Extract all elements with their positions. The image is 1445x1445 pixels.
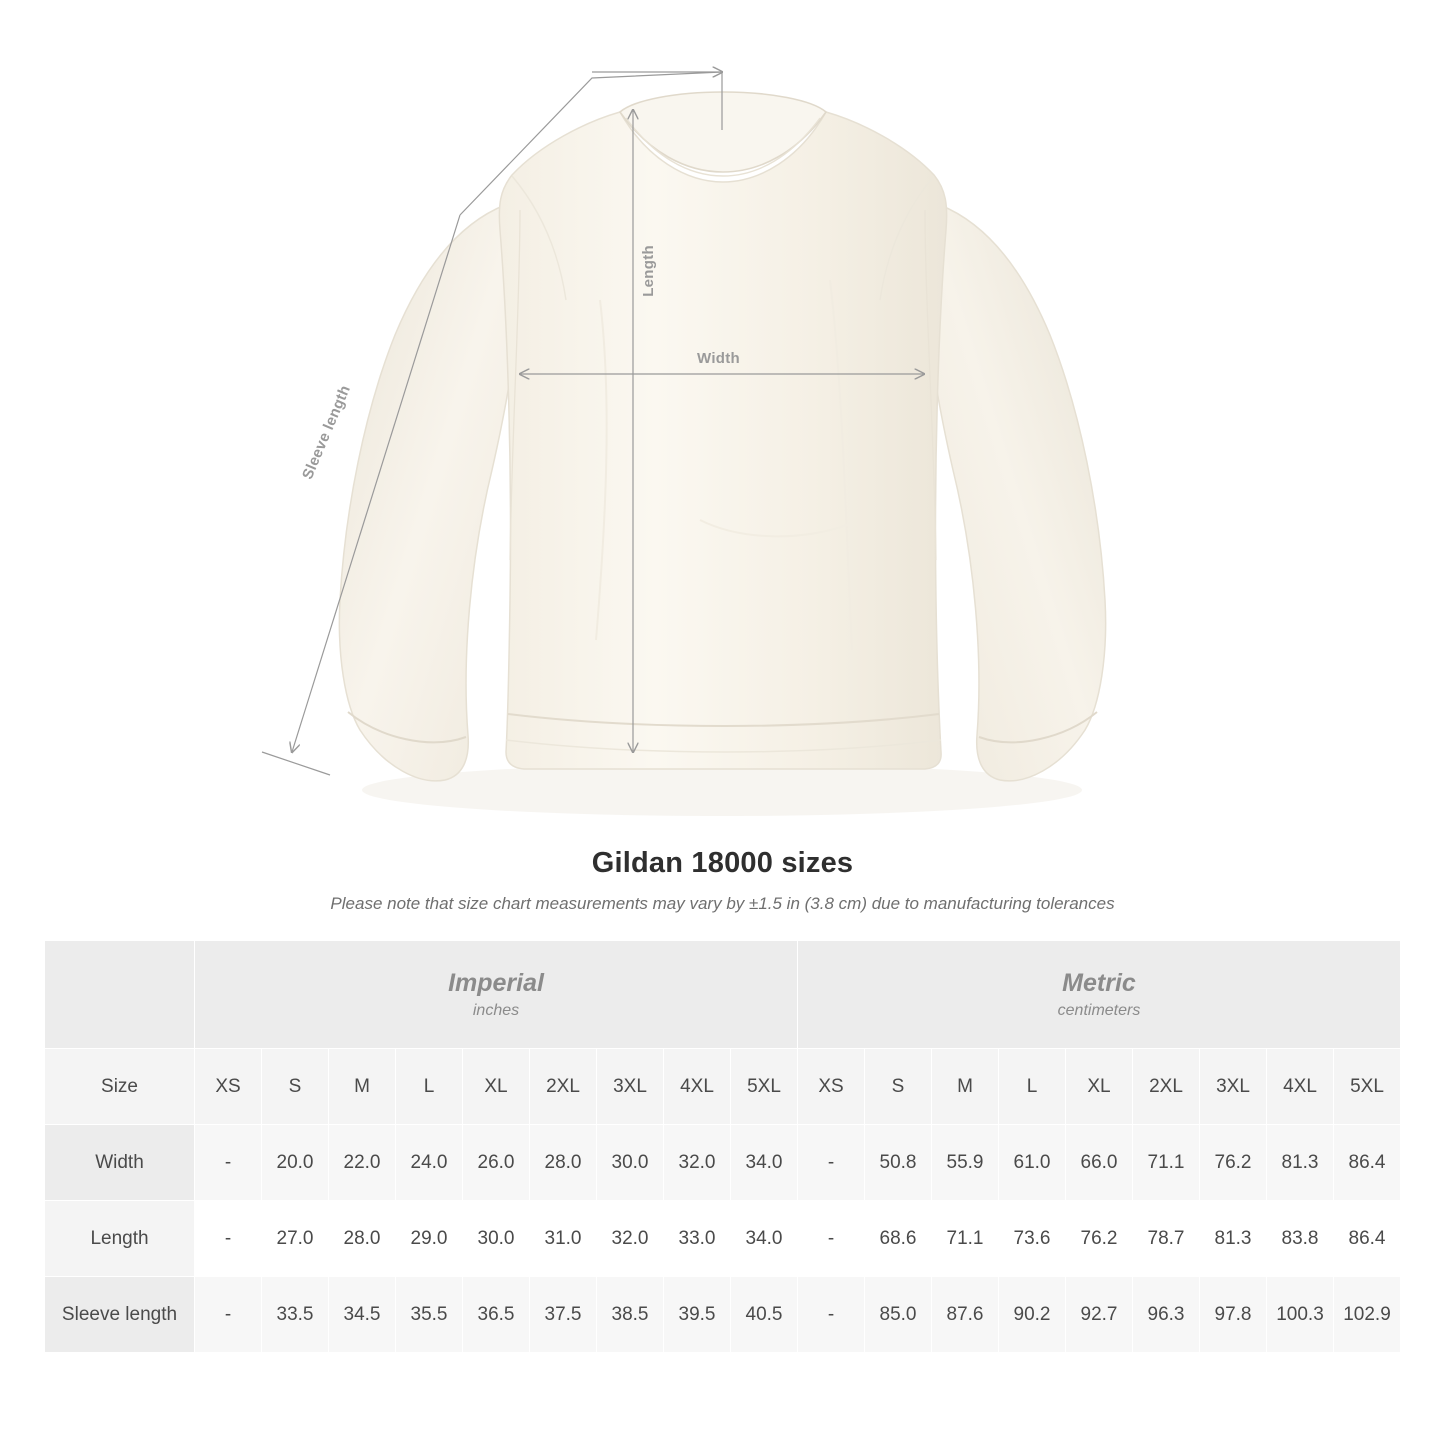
- table-row-length: [45, 1201, 1401, 1277]
- cell-length-xl-in: 30.0: [463, 1201, 530, 1277]
- size-chart-table: [44, 940, 1401, 1353]
- cell-width-s-cm: 50.8: [865, 1125, 932, 1201]
- column-header-m-metric: M: [932, 1049, 999, 1125]
- column-header-5xl-imperial: 5XL: [731, 1049, 798, 1125]
- cell-length-3xl-cm: 81.3: [1200, 1201, 1267, 1277]
- cell-length-5xl-cm: 86.4: [1334, 1201, 1401, 1277]
- cell-sleeve-s-in: 33.5: [262, 1277, 329, 1353]
- cell-sleeve-2xl-in: 37.5: [530, 1277, 597, 1353]
- row-label-width: Width: [45, 1125, 195, 1201]
- column-header-xl-imperial: XL: [463, 1049, 530, 1125]
- width-dimension-label: Width: [697, 350, 741, 367]
- title-block: [0, 847, 1445, 914]
- cell-length-5xl-in: 34.0: [731, 1201, 798, 1277]
- cell-length-3xl-in: 32.0: [597, 1201, 664, 1277]
- column-header-4xl-imperial: 4XL: [664, 1049, 731, 1125]
- column-header-5xl-metric: 5XL: [1334, 1049, 1401, 1125]
- column-header-xl-metric: XL: [1066, 1049, 1133, 1125]
- column-header-2xl-metric: 2XL: [1133, 1049, 1200, 1125]
- cell-width-2xl-in: 28.0: [530, 1125, 597, 1201]
- cell-width-xs-in: -: [195, 1125, 262, 1201]
- imperial-unit-name: Imperial: [448, 969, 544, 998]
- column-header-3xl-imperial: 3XL: [597, 1049, 664, 1125]
- cell-width-xs-cm: -: [798, 1125, 865, 1201]
- cell-sleeve-l-cm: 90.2: [999, 1277, 1066, 1353]
- tolerance-note: Please note that size chart measurements may vary by ±1.5 in (3.8 cm) due to manufacturing tolerances: [330, 894, 1115, 913]
- table-row-sleeve-length: [45, 1277, 1401, 1353]
- metric-unit-name: Metric: [1062, 969, 1136, 998]
- cell-width-l-in: 24.0: [396, 1125, 463, 1201]
- cell-width-5xl-in: 34.0: [731, 1125, 798, 1201]
- column-header-xs-metric: XS: [798, 1049, 865, 1125]
- cell-length-2xl-in: 31.0: [530, 1201, 597, 1277]
- cell-sleeve-s-cm: 85.0: [865, 1277, 932, 1353]
- cell-width-4xl-in: 32.0: [664, 1125, 731, 1201]
- column-header-s-imperial: S: [262, 1049, 329, 1125]
- column-header-l-imperial: L: [396, 1049, 463, 1125]
- imperial-unit-header: [195, 941, 798, 1049]
- column-header-2xl-imperial: 2XL: [530, 1049, 597, 1125]
- unit-header-row: [45, 941, 1401, 1049]
- cell-sleeve-xl-in: 36.5: [463, 1277, 530, 1353]
- cell-sleeve-xs-cm: -: [798, 1277, 865, 1353]
- cell-sleeve-4xl-cm: 100.3: [1267, 1277, 1334, 1353]
- cell-width-s-in: 20.0: [262, 1125, 329, 1201]
- cell-length-m-cm: 71.1: [932, 1201, 999, 1277]
- cell-width-3xl-in: 30.0: [597, 1125, 664, 1201]
- cell-width-m-cm: 55.9: [932, 1125, 999, 1201]
- cell-sleeve-4xl-in: 39.5: [664, 1277, 731, 1353]
- cell-length-xs-cm: -: [798, 1201, 865, 1277]
- imperial-unit-sub: inches: [472, 1001, 520, 1019]
- row-header-label: Size: [45, 1049, 195, 1125]
- unit-header-spacer: [45, 941, 195, 1049]
- sleeve-length-dimension-label: Sleeve length: [299, 382, 354, 482]
- size-chart-table-wrapper: [44, 940, 1401, 1353]
- cell-length-4xl-cm: 83.8: [1267, 1201, 1334, 1277]
- cell-width-l-cm: 61.0: [999, 1125, 1066, 1201]
- cell-width-4xl-cm: 81.3: [1267, 1125, 1334, 1201]
- cell-sleeve-m-cm: 87.6: [932, 1277, 999, 1353]
- cell-sleeve-3xl-in: 38.5: [597, 1277, 664, 1353]
- cell-length-s-cm: 68.6: [865, 1201, 932, 1277]
- row-label-sleeve-length: Sleeve length: [45, 1277, 195, 1353]
- cell-width-3xl-cm: 76.2: [1200, 1125, 1267, 1201]
- cell-sleeve-2xl-cm: 96.3: [1133, 1277, 1200, 1353]
- cell-length-l-in: 29.0: [396, 1201, 463, 1277]
- row-label-length: Length: [45, 1201, 195, 1277]
- cell-width-m-in: 22.0: [329, 1125, 396, 1201]
- column-header-3xl-metric: 3XL: [1200, 1049, 1267, 1125]
- cell-width-2xl-cm: 71.1: [1133, 1125, 1200, 1201]
- cell-sleeve-3xl-cm: 97.8: [1200, 1277, 1267, 1353]
- cell-length-xs-in: -: [195, 1201, 262, 1277]
- column-header-4xl-metric: 4XL: [1267, 1049, 1334, 1125]
- page-title: Gildan 18000 sizes: [591, 847, 854, 879]
- cell-length-l-cm: 73.6: [999, 1201, 1066, 1277]
- cell-sleeve-l-in: 35.5: [396, 1277, 463, 1353]
- cell-width-xl-cm: 66.0: [1066, 1125, 1133, 1201]
- column-header-xs-imperial: XS: [195, 1049, 262, 1125]
- column-header-l-metric: L: [999, 1049, 1066, 1125]
- length-dimension-label: Length: [640, 245, 657, 297]
- table-row-width: [45, 1125, 1401, 1201]
- column-header-s-metric: S: [865, 1049, 932, 1125]
- cell-length-xl-cm: 76.2: [1066, 1201, 1133, 1277]
- cell-sleeve-xl-cm: 92.7: [1066, 1277, 1133, 1353]
- cell-width-xl-in: 26.0: [463, 1125, 530, 1201]
- cell-length-s-in: 27.0: [262, 1201, 329, 1277]
- cell-width-5xl-cm: 86.4: [1334, 1125, 1401, 1201]
- cell-length-4xl-in: 33.0: [664, 1201, 731, 1277]
- column-header-row: [45, 1049, 1401, 1125]
- column-header-m-imperial: M: [329, 1049, 396, 1125]
- metric-unit-header: [798, 941, 1401, 1049]
- cell-length-2xl-cm: 78.7: [1133, 1201, 1200, 1277]
- cell-sleeve-m-in: 34.5: [329, 1277, 396, 1353]
- cell-sleeve-5xl-in: 40.5: [731, 1277, 798, 1353]
- cell-sleeve-xs-in: -: [195, 1277, 262, 1353]
- metric-unit-sub: centimeters: [1057, 1001, 1141, 1019]
- cell-sleeve-5xl-cm: 102.9: [1334, 1277, 1401, 1353]
- cell-length-m-in: 28.0: [329, 1201, 396, 1277]
